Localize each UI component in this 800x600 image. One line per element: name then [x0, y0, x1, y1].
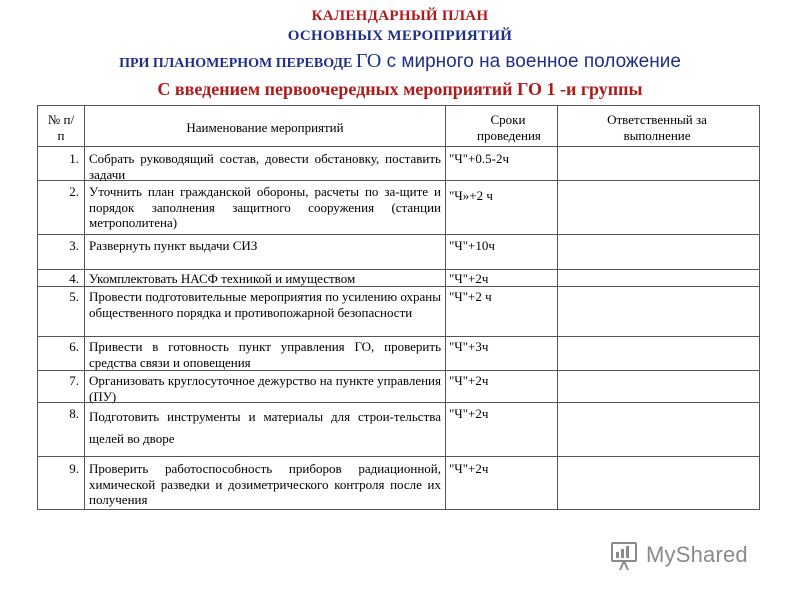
plan-table	[37, 105, 760, 510]
row-number: 1.	[69, 151, 79, 166]
plan-subtitle: ОСНОВНЫХ МЕРОПРИЯТИЙ	[287, 28, 513, 44]
transition-rest: с мирного на военное положение	[381, 51, 681, 72]
watermark-logo	[610, 540, 770, 572]
row-task: Подготовить инструменты и материалы для строи-тельства щелей во дворе	[89, 409, 441, 446]
column-header-number: № п/п	[47, 112, 75, 143]
row-deadline: "Ч"+2ч	[449, 406, 489, 421]
row-deadline: "Ч"+10ч	[449, 238, 495, 253]
plan-transition-line	[0, 50, 800, 73]
watermark-text: MyShared	[646, 542, 748, 567]
row-task: Уточнить план гражданской обороны, расчеты по за-щите и порядок заполнения защитного сооружения (станции метрополитена)	[89, 184, 441, 230]
row-number: 5.	[69, 289, 79, 304]
column-header-responsible: Ответственный за выполнение	[607, 112, 707, 143]
row-number: 9.	[69, 461, 79, 476]
column-header-task: Наименование мероприятий	[186, 120, 344, 135]
row-task: Провести подготовительные мероприятия по усилению охраны общественного порядка и противопожарной безопасности	[89, 289, 441, 320]
row-number: 6.	[69, 339, 79, 354]
presentation-board-icon	[610, 540, 642, 572]
row-number: 8.	[69, 406, 79, 421]
row-deadline: "Ч"+3ч	[449, 339, 489, 354]
row-number: 7.	[69, 373, 79, 388]
row-deadline: "Ч"+2 ч	[449, 289, 492, 304]
row-number: 4.	[69, 271, 79, 286]
row-deadline: "Ч»+2 ч	[449, 188, 493, 203]
row-task: Развернуть пункт выдачи СИЗ	[89, 238, 258, 253]
plan-group-line: С введением первоочередных мероприятий ГО 1 -и группы	[157, 79, 643, 99]
row-task: Укомплектовать НАСФ техникой и имуществом	[89, 271, 356, 286]
row-task: Проверить работоспособность приборов радиационной, химической разведки и дозиметрического контроля после их получения	[89, 461, 441, 507]
row-deadline: "Ч"+0.5-2ч	[449, 151, 510, 166]
row-number: 2.	[69, 184, 79, 199]
row-deadline: "Ч"+2ч	[449, 461, 489, 476]
row-deadline: "Ч"+2ч	[449, 373, 489, 388]
transition-prefix: ПРИ ПЛАНОМЕРНОМ ПЕРЕВОДЕ	[119, 56, 356, 71]
column-header-deadline: Сроки проведения	[477, 112, 541, 143]
row-task: Организовать круглосуточное дежурство на пункте управления (ПУ)	[89, 373, 441, 404]
row-deadline: "Ч"+2ч	[449, 271, 489, 286]
row-task: Собрать руководящий состав, довести обстановку, поставить задачи	[89, 151, 441, 182]
plan-title: КАЛЕНДАРНЫЙ ПЛАН	[311, 8, 489, 24]
transition-go: ГО	[355, 50, 382, 72]
row-task: Привести в готовность пункт управления ГО, проверить средства связи и оповещения	[89, 339, 441, 370]
row-number: 3.	[69, 238, 79, 253]
